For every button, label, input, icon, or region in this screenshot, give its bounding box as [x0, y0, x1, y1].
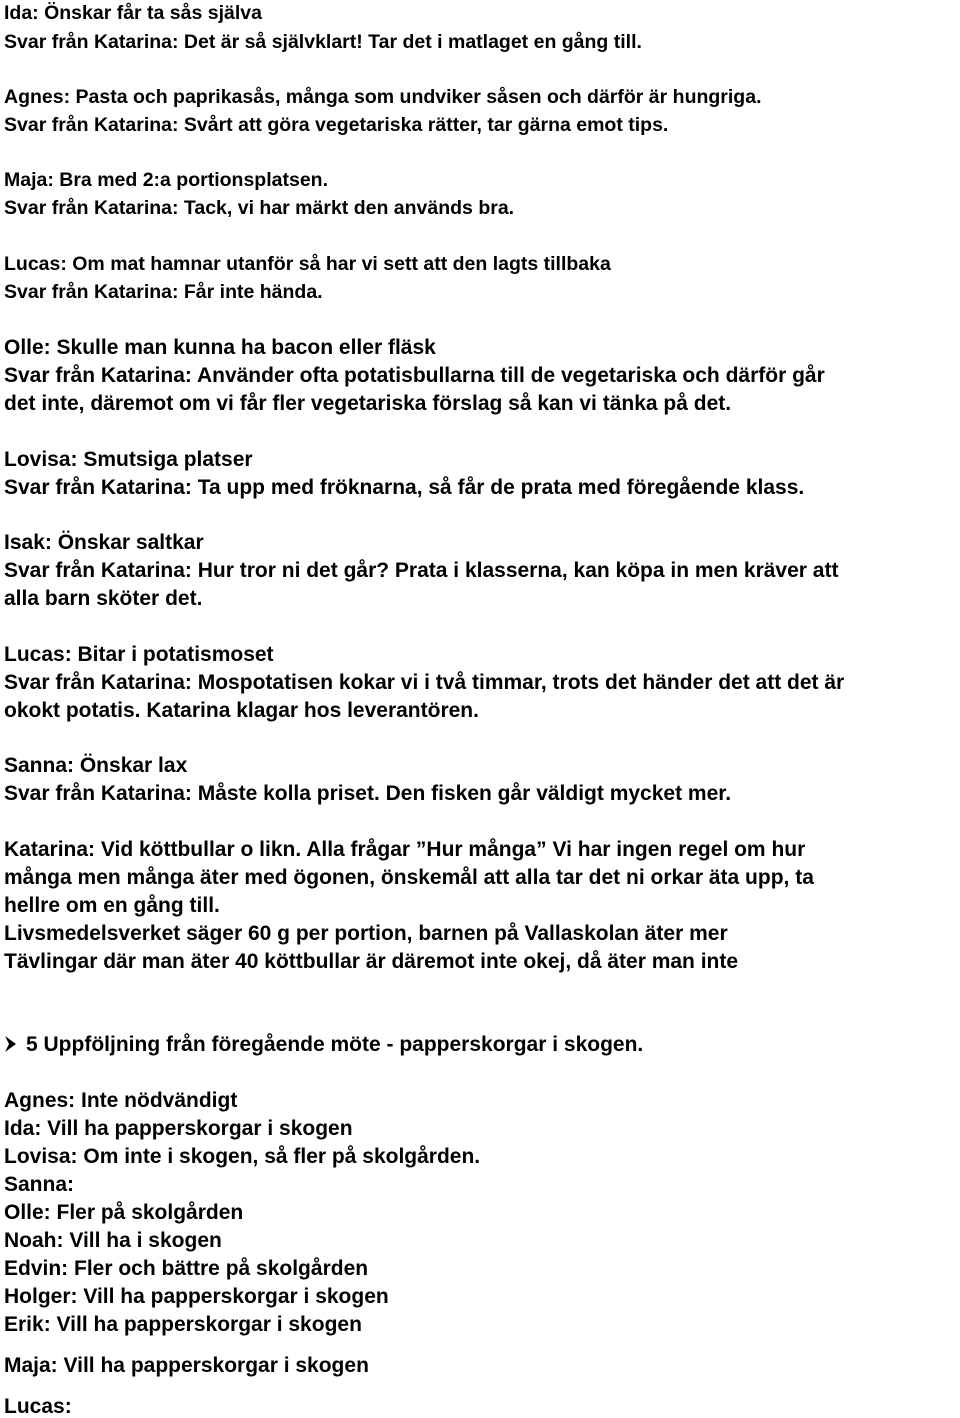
text-line: många men många äter med ögonen, önskemål att alla tar det ni orkar äta upp, ta [4, 866, 814, 889]
text-line: Svar från Katarina: Svårt att göra vegetariska rätter, tar gärna emot tips. [4, 114, 669, 136]
text-line: Sanna: Önskar lax [4, 754, 188, 777]
section-heading-text: 5 Uppföljning från föregående möte - papperskorgar i skogen. [26, 1033, 644, 1056]
text-line: Holger: Vill ha papperskorgar i skogen [4, 1285, 389, 1308]
text-line: Lovisa: Om inte i skogen, så fler på skolgården. [4, 1145, 481, 1168]
text-line: Livsmedelsverket säger 60 g per portion, barnen på Vallaskolan äter mer [4, 922, 728, 945]
text-line: Katarina: Vid köttbullar o likn. Alla frågar ”Hur många” Vi har ingen regel om hur [4, 838, 806, 861]
text-line: Svar från Katarina: Tack, vi har märkt den används bra. [4, 197, 515, 219]
section-heading [4, 1034, 643, 1055]
text-line: Lovisa: Smutsiga platser [4, 448, 253, 471]
text-line: Isak: Önskar saltkar [4, 531, 204, 554]
text-line: Tävlingar där man äter 40 köttbullar är däremot inte okej, då äter man inte [4, 950, 739, 973]
arrow-bullet-icon [4, 1034, 26, 1055]
text-line: Agnes: Inte nödvändigt [4, 1089, 238, 1112]
text-line: Lucas: Bitar i potatismoset [4, 643, 274, 666]
text-line: Maja: Vill ha papperskorgar i skogen [4, 1354, 369, 1377]
text-line: Sanna: [4, 1173, 75, 1196]
text-line: Erik: Vill ha papperskorgar i skogen [4, 1313, 362, 1336]
text-line: Noah: Vill ha i skogen [4, 1229, 222, 1252]
text-line: Svar från Katarina: Mospotatisen kokar vi i två timmar, trots det händer det att det är [4, 671, 845, 694]
text-line: Svar från Katarina: Hur tror ni det går? Prata i klasserna, kan köpa in men kräver att [4, 559, 839, 582]
text-line: Olle: Fler på skolgården [4, 1201, 244, 1224]
text-line: Lucas: Om mat hamnar utanför så har vi sett att den lagts tillbaka [4, 253, 611, 275]
text-line: Edvin: Fler och bättre på skolgården [4, 1257, 369, 1280]
text-line: hellre om en gång till. [4, 894, 220, 917]
text-line: Maja: Bra med 2:a portionsplatsen. [4, 169, 328, 191]
text-line: det inte, däremot om vi får fler vegetariska förslag så kan vi tänka på det. [4, 392, 732, 415]
text-line: Svar från Katarina: Får inte hända. [4, 281, 323, 303]
text-line: Svar från Katarina: Ta upp med fröknarna, så får de prata med föregående klass. [4, 476, 805, 499]
text-line: Svar från Katarina: Det är så självklart! Tar det i matlaget en gång till. [4, 31, 642, 53]
text-line: Ida: Vill ha papperskorgar i skogen [4, 1117, 353, 1140]
text-line: Agnes: Pasta och paprikasås, många som undviker såsen och därför är hungriga. [4, 86, 762, 108]
text-line: Svar från Katarina: Använder ofta potatisbullarna till de vegetariska och därför går [4, 364, 825, 387]
text-line: alla barn sköter det. [4, 587, 203, 610]
text-line: Lucas: [4, 1395, 72, 1418]
text-line: Olle: Skulle man kunna ha bacon eller fläsk [4, 336, 436, 359]
text-line: Svar från Katarina: Måste kolla priset. Den fisken går väldigt mycket mer. [4, 782, 732, 805]
text-line: okokt potatis. Katarina klagar hos leverantören. [4, 699, 479, 722]
text-line: Ida: Önskar får ta sås själva [4, 2, 262, 24]
